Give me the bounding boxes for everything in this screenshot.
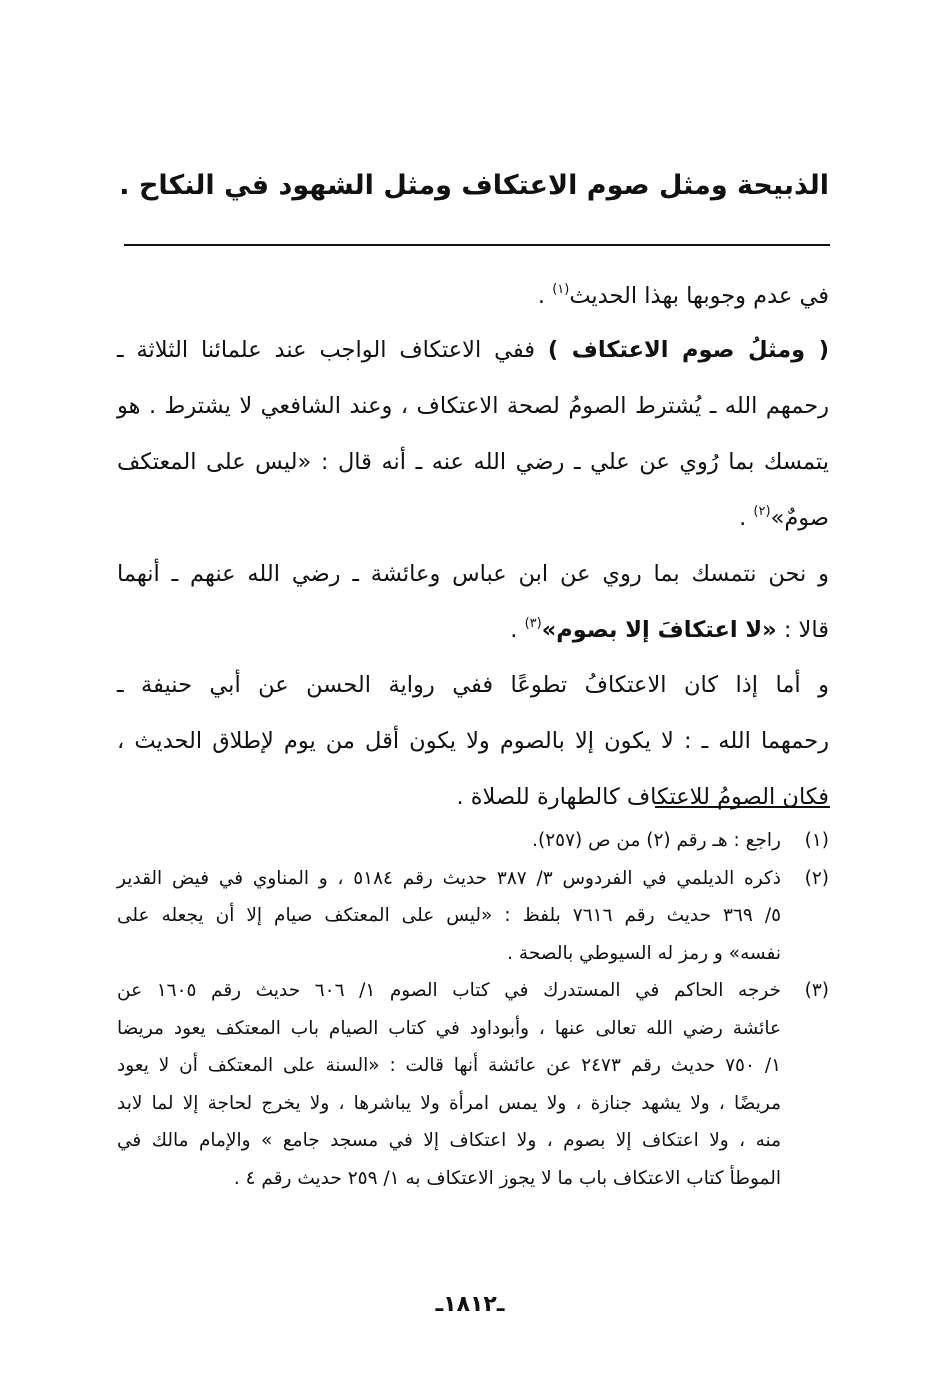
paragraph-line: رحمهم الله ـ يُشترط الصومُ لصحة الاعتكاف ، وعند الشافعي لا يشترط . هو bbox=[117, 393, 829, 419]
paragraph-3 bbox=[117, 546, 829, 658]
paragraph-line: و أما إذا كان الاعتكافُ تطوعًا ففي رواية الحسن عن أبي حنيفة ـ bbox=[117, 672, 829, 698]
footnote-line: ذكره الديلمي في الفردوس ٣/ ٣٨٧ حديث رقم ٥١٨٤ ، و المناوي في فيض القدير bbox=[117, 867, 781, 889]
footnote-line: ٥/ ٣٦٩ حديث رقم ٧٦١٦ بلفظ : «ليس على المعتكف صيام إلا أن يجعله على bbox=[117, 905, 781, 926]
footnote-1 bbox=[117, 822, 829, 860]
continued-text-line: الذبيحة ومثل صوم الاعتكاف ومثل الشهود في النكاح . bbox=[119, 170, 829, 201]
paragraph-1 bbox=[117, 268, 829, 324]
footnote-line: راجع : هـ رقم (٢) من ص (٢٥٧). bbox=[532, 830, 781, 851]
paragraph-line: قالا : «لا اعتكافَ إلا بصوم»$^{(٣)}$ . bbox=[510, 616, 829, 643]
paragraph-line: يتمسك بما رُوي عن علي ـ رضي الله عنه ـ أنه قال : «ليس على المعتكف bbox=[117, 449, 829, 475]
footnote-number: (٣) bbox=[804, 980, 829, 1001]
footnote-line: نفسه» و رمز له السيوطي بالصحة . bbox=[507, 942, 781, 964]
paragraph-line: ( ومثلُ صوم الاعتكاف ) ففي الاعتكاف الواجب عند علمائنا الثلاثة ـ bbox=[117, 337, 829, 363]
footnote-line: ١/ ٧٥٠ حديث رقم ٢٤٧٣ عن عائشة أنها قالت : «السنة على المعتكف أن لا يعود bbox=[117, 1055, 781, 1076]
quoted-hadith: «لا اعتكافَ إلا بصوم» bbox=[541, 617, 777, 643]
section-heading: ( ومثلُ صوم الاعتكاف ) bbox=[547, 337, 829, 363]
footnote-number: (٢) bbox=[804, 867, 829, 889]
footnote-line: منه ، ولا اعتكاف إلا بصوم ، ولا اعتكاف إلا في مسجد جامع » والإمام مالك في bbox=[117, 1130, 781, 1151]
paragraph-line: في عدم وجوبها بهذا الحديث$^{(١)}$ . bbox=[537, 282, 829, 309]
footnote-3 bbox=[117, 972, 829, 1197]
footnote-number: (١) bbox=[804, 830, 829, 851]
paragraph-4 bbox=[117, 657, 829, 825]
page-number: ـ١٨١٢ـ bbox=[435, 1292, 505, 1317]
paragraph-2 bbox=[117, 322, 829, 546]
footnote-line: عائشة رضي الله تعالى عنها ، وأبوداود في كتاب الصيام باب المعتكف يعود مريضا bbox=[117, 1017, 781, 1039]
footnote-ref-3[interactable]: (٣) bbox=[524, 616, 542, 631]
paragraph-line: فكان الصومُ للاعتكاف كالطهارة للصلاة . bbox=[456, 784, 829, 810]
footnote-line: مريضًا ، ولا يشهد جنازة ، ولا يمس امرأة ولا يباشرها ، ولا يخرج لحاجة إلا لما لابد bbox=[117, 1092, 781, 1114]
paragraph-line: و نحن نتمسك بما روي عن ابن عباس وعائشة ـ رضي الله عنهم ـ أنهما bbox=[117, 561, 829, 587]
footnote-2 bbox=[117, 860, 829, 973]
footnote-ref-1[interactable]: (١) bbox=[552, 282, 570, 297]
paragraph-line: رحمهما الله ـ : لا يكون إلا بالصوم ولا يكون أقل من يوم لإطلاق الحديث ، bbox=[117, 728, 829, 754]
footnote-divider bbox=[655, 806, 830, 808]
footnote-line: خرجه الحاكم في المستدرك في كتاب الصوم ١/ ٦٠٦ حديث رقم ١٦٠٥ عن bbox=[117, 980, 781, 1001]
paragraph-line: صومٌ»$^{(٢)}$ . bbox=[739, 504, 829, 531]
section-divider bbox=[124, 244, 830, 246]
footnote-ref-2[interactable]: (٢) bbox=[753, 504, 771, 519]
footnotes bbox=[117, 822, 829, 1197]
footnote-line: الموطأ كتاب الاعتكاف باب ما لا يجوز الاعتكاف به ١/ ٢٥٩ حديث رقم ٤ . bbox=[233, 1167, 781, 1189]
